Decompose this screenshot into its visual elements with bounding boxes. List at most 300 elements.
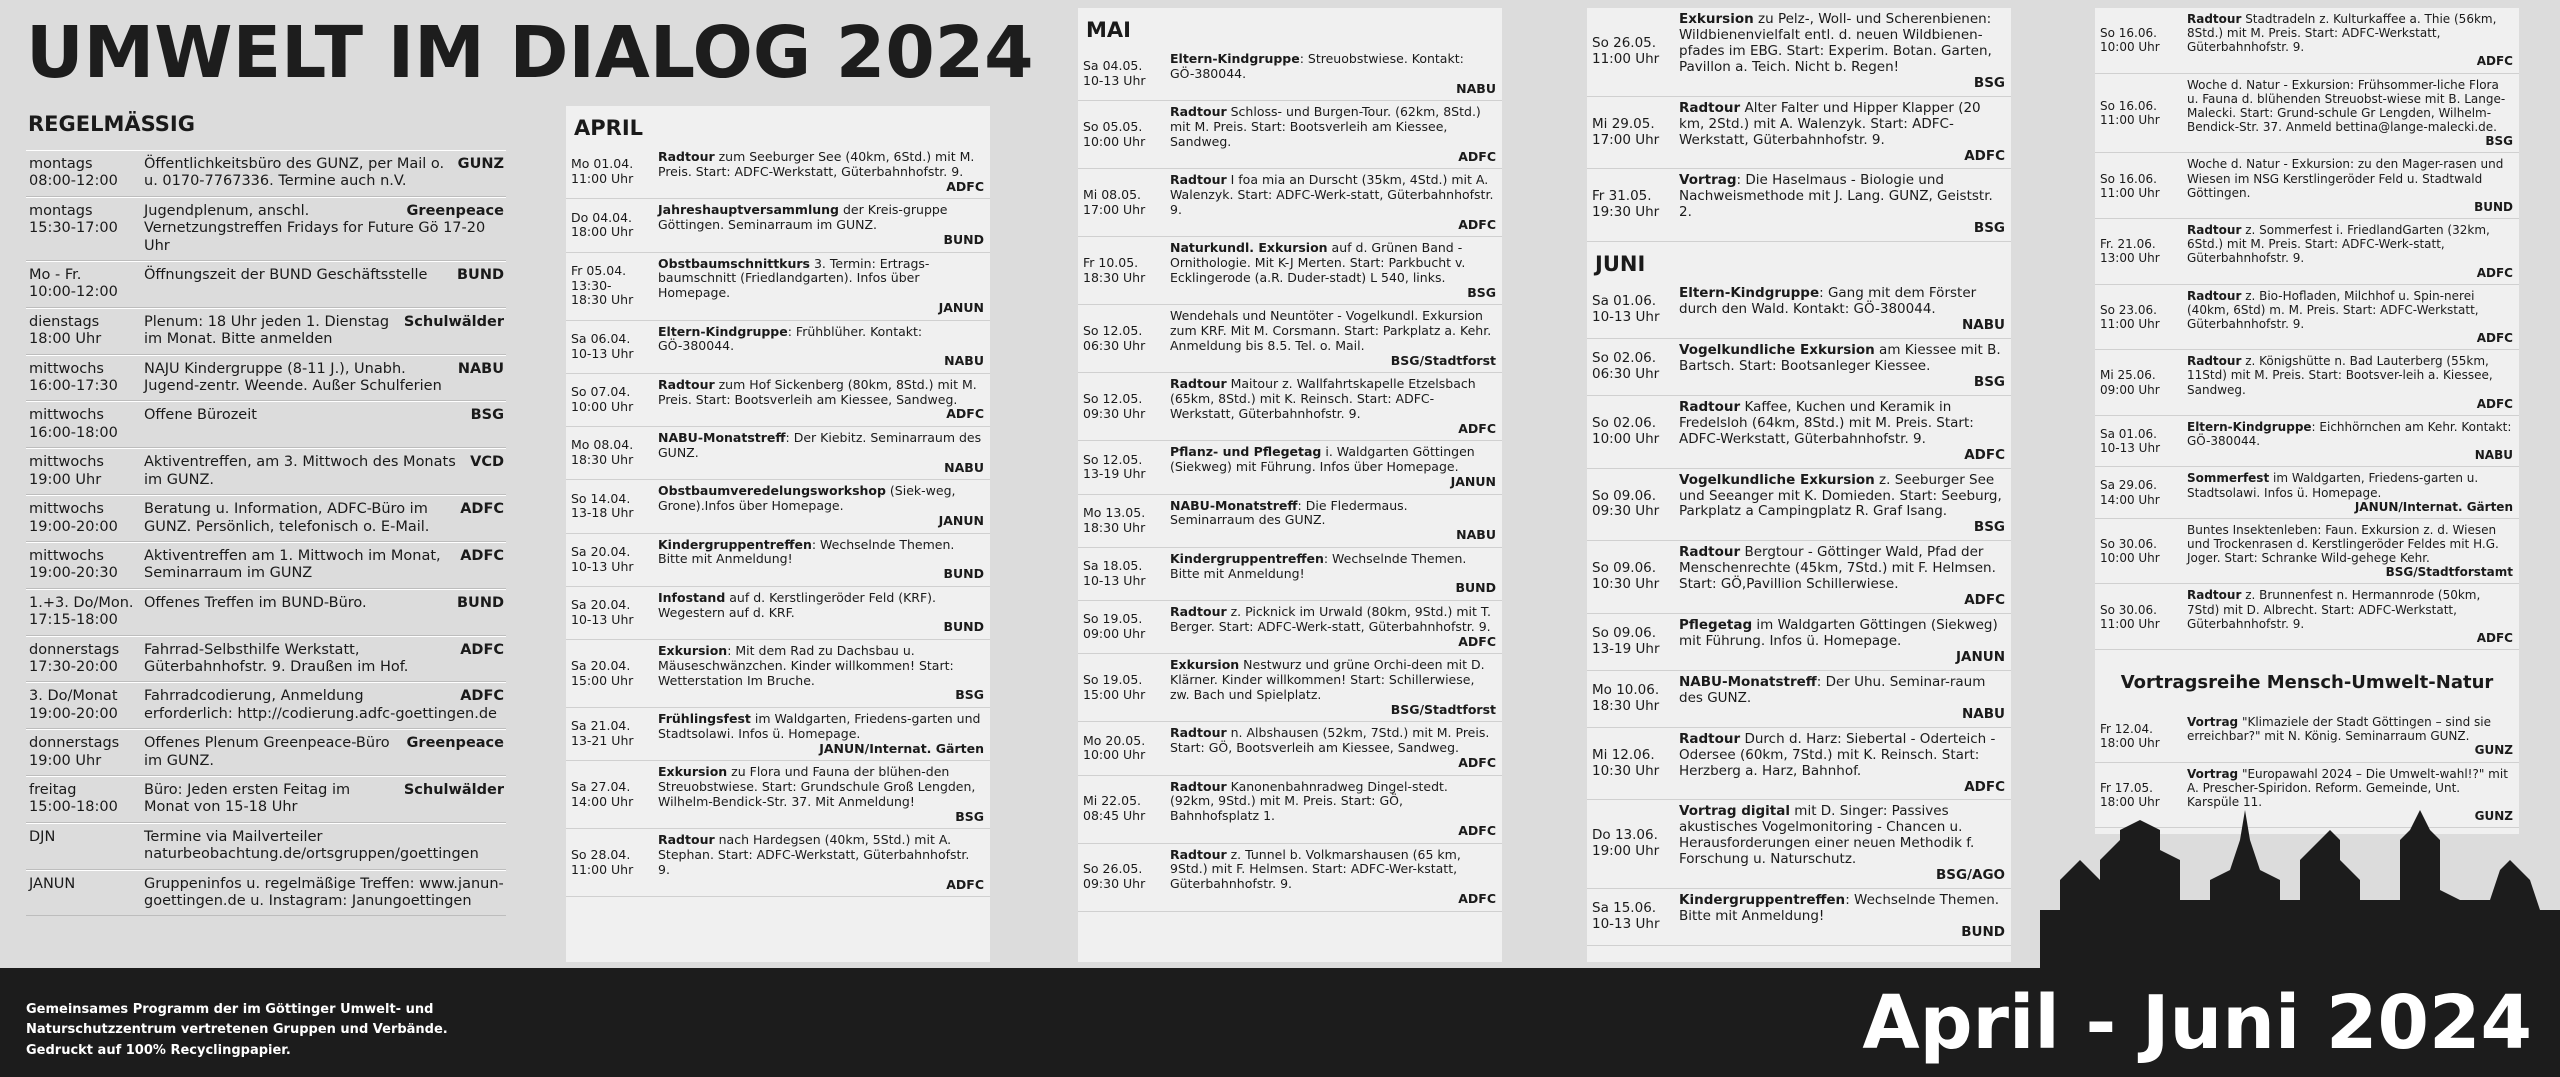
event-desc: : Die Fledermaus. Seminarraum des GUNZ. bbox=[1170, 497, 1408, 528]
event-text bbox=[1168, 237, 1502, 304]
event-desc: zu Flora und Fauna der blühen-den Streuobstwiese. Start: Grundschule Groß Lengden, Wilhelm-Bendick-Str. 37. Mit Anmeldung! bbox=[658, 764, 976, 809]
event-desc: der Kreis-gruppe Göttingen. Seminarraum im GUNZ. bbox=[658, 202, 948, 232]
event-text bbox=[2185, 350, 2519, 415]
event-desc: nach Hardegsen (40km, 5Std.) mit A. Stephan. Start: ADFC-Werkstatt, Güterbahnhofstr. 9. bbox=[658, 832, 970, 877]
regel-what bbox=[140, 777, 506, 823]
event-text bbox=[2185, 467, 2519, 517]
event-organizer: NABU bbox=[1456, 527, 1496, 542]
april-panel bbox=[566, 106, 990, 962]
event-row bbox=[1587, 8, 2011, 97]
event-text bbox=[1168, 441, 1502, 493]
event-desc: 3. Termin: Ertrags-baumschnitt (Friedlandgarten). Infos über Homepage. bbox=[658, 255, 930, 300]
event-date: So 12.05. 09:30 Uhr bbox=[1083, 391, 1146, 421]
regel-text: Aktiventreffen am 1. Mittwoch im Monat, Seminarraum im GUNZ bbox=[144, 547, 441, 582]
event-title: NABU-Monatstreff bbox=[658, 430, 786, 445]
event-text bbox=[656, 253, 990, 320]
event-date: Sa 20.04. 10-13 Uhr bbox=[571, 597, 634, 627]
juni-continued-events bbox=[2095, 8, 2519, 650]
event-organizer: BSG bbox=[1973, 519, 2005, 536]
event-text bbox=[2185, 74, 2519, 153]
event-title: Radtour bbox=[1679, 99, 1741, 116]
event-desc: z. Königshütte n. Bad Lauterberg (55km, 11Std) mit M. Preis. Start: Bootsver-leih a. Kiessee, Sandweg. bbox=[2187, 354, 2493, 397]
event-row bbox=[2095, 219, 2519, 285]
regel-when: dienstags 18:00 Uhr bbox=[29, 313, 102, 348]
event-date: So 02.06. 06:30 Uhr bbox=[1592, 349, 1660, 382]
event-text bbox=[656, 427, 990, 479]
event-date: Do 04.04. 18:00 Uhr bbox=[571, 209, 634, 240]
event-organizer: ADFC bbox=[1964, 147, 2005, 164]
event-desc: auf d. Grünen Band - Ornithologie. Mit K-J Merten. Start: Parkbucht v. Ecklingerode (a.R. Duder-stadt) L 540, links. bbox=[1170, 240, 1466, 285]
regel-text: Plenum: 18 Uhr jeden 1. Dienstag im Monat. Bitte anmelden bbox=[144, 313, 390, 348]
regel-what bbox=[140, 198, 506, 261]
event-desc: (Siek-weg, Grone).Infos über Homepage. bbox=[658, 483, 956, 513]
event-organizer: BSG bbox=[1973, 220, 2005, 237]
event-row bbox=[1078, 654, 1502, 722]
event-date: Fr 17.05. 18:00 Uhr bbox=[2100, 780, 2160, 809]
event-organizer: ADFC bbox=[2476, 331, 2513, 346]
regel-what bbox=[140, 730, 506, 776]
event-text bbox=[1677, 469, 2011, 541]
event-text bbox=[1168, 48, 1502, 100]
event-date: So 02.06. 10:00 Uhr bbox=[1592, 414, 1660, 447]
event-date: Sa 27.04. 14:00 Uhr bbox=[571, 779, 634, 809]
regel-tag: BSG bbox=[470, 407, 504, 424]
event-row bbox=[566, 146, 990, 199]
juni-heading: JUNI bbox=[1595, 252, 1646, 277]
regel-row bbox=[26, 823, 506, 870]
event-title: Vortrag bbox=[2187, 715, 2239, 730]
event-row bbox=[1587, 169, 2011, 242]
regel-what bbox=[140, 824, 506, 870]
event-row bbox=[1078, 373, 1502, 441]
regel-tag: VCD bbox=[470, 454, 504, 471]
event-text bbox=[1168, 101, 1502, 168]
event-text bbox=[1677, 541, 2011, 613]
event-date: So 09.06. 10:30 Uhr bbox=[1592, 560, 1660, 593]
vortragsreihe-heading: Vortragsreihe Mensch-Umwelt-Natur bbox=[2120, 672, 2494, 694]
event-desc: Maitour z. Wallfahrtskapelle Etzelsbach (65km, 8Std.) mit K. Reinsch. Start: ADFC-Werkstatt, Güterbahnhofstr. 9. bbox=[1170, 376, 1476, 421]
event-desc: z. Seeburger See und Seeanger mit K. Domieden. Start: Seeburg, Parkplatz a Campingplatz R. Graf Isang. bbox=[1679, 471, 2002, 520]
event-row bbox=[566, 321, 990, 374]
event-desc: i. Waldgarten Göttingen (Siekweg) mit Führung. Infos über Homepage. bbox=[1170, 444, 1475, 474]
regel-what bbox=[140, 262, 506, 308]
event-organizer: ADFC bbox=[2476, 630, 2513, 645]
event-desc: im Waldgarten, Friedens-garten u. Stadtsolawi. Infos ü. Homepage. bbox=[2187, 471, 2479, 500]
event-desc: Stadtradeln z. Kulturkaffee a. Thie (56km, 8Std.) mit M. Preis. Start: ADFC-Werkstatt, Güterbahnhofstr. 9. bbox=[2187, 12, 2497, 55]
event-organizer: BSG bbox=[1467, 284, 1496, 300]
regel-row bbox=[26, 308, 506, 355]
event-organizer: NABU bbox=[944, 353, 984, 368]
event-title: Radtour bbox=[2187, 12, 2242, 26]
event-title: Exkursion bbox=[658, 764, 728, 780]
regel-when: montags 15:30-17:00 bbox=[29, 202, 118, 237]
april-heading: APRIL bbox=[574, 116, 644, 140]
event-date: So 19.05. 09:00 Uhr bbox=[1083, 611, 1146, 642]
event-title: Radtour bbox=[1170, 725, 1227, 741]
event-title: Kindergruppentreffen bbox=[1679, 892, 1846, 909]
regel-what bbox=[140, 449, 506, 495]
regel-what bbox=[140, 496, 506, 542]
event-title: Vogelkundliche Exkursion bbox=[1679, 471, 1875, 488]
event-title: Radtour bbox=[1679, 398, 1741, 415]
event-row bbox=[1078, 101, 1502, 169]
regel-text: Offenes Treffen im BUND-Büro. bbox=[144, 594, 367, 611]
event-desc: z. Brunnenfest n. Hermannrode (50km, 7Std) mit D. Albrecht. Start: ADFC-Werkstatt, Güterbahnhofstr. 9. bbox=[2187, 588, 2481, 631]
event-text bbox=[656, 640, 990, 707]
event-text bbox=[656, 321, 990, 373]
page-title: UMWELT IM DIALOG 2024 bbox=[26, 11, 1034, 94]
footer bbox=[0, 968, 2560, 1077]
event-row bbox=[1078, 441, 1502, 494]
event-row bbox=[1078, 305, 1502, 373]
regel-what bbox=[140, 637, 506, 683]
event-date: Mi 25.06. 09:00 Uhr bbox=[2100, 368, 2160, 397]
event-title: Radtour bbox=[2187, 288, 2242, 303]
event-title: NABU-Monatstreff bbox=[1170, 497, 1298, 513]
event-text bbox=[1677, 728, 2011, 800]
event-date: So 14.04. 13-18 Uhr bbox=[571, 490, 634, 521]
event-text bbox=[656, 480, 990, 532]
event-date: Mi 12.06. 10:30 Uhr bbox=[1592, 746, 1660, 779]
event-desc: z. Picknick im Urwald (80km, 9Std.) mit T. Berger. Start: ADFC-Werk-statt, Güterbahnhofstr. 9. bbox=[1170, 604, 1491, 634]
event-title: Infostand bbox=[658, 589, 726, 605]
event-row bbox=[1078, 844, 1502, 912]
event-row bbox=[1078, 776, 1502, 844]
event-organizer: BSG bbox=[1973, 373, 2005, 390]
event-organizer: ADFC bbox=[946, 876, 984, 892]
event-text bbox=[1677, 8, 2011, 96]
event-date: So 09.06. 09:30 Uhr bbox=[1592, 487, 1660, 520]
regel-row bbox=[26, 355, 506, 402]
event-row bbox=[1587, 469, 2011, 542]
event-row bbox=[566, 829, 990, 897]
event-title: Vortrag digital bbox=[1679, 803, 1790, 820]
mai-juni-panel bbox=[1587, 8, 2011, 962]
event-text bbox=[2185, 584, 2519, 649]
event-desc: Woche d. Natur - Exkursion: Frühsommer-liche Flora u. Fauna d. blühenden Streuobst-wiese mit B. Lange-Malecki. Start: Grund-schule Gr Lengden, Wilhelm-Bendick-Str. 37. Anmeld bettina@lange-malecki.de. bbox=[2187, 77, 2506, 135]
regel-text: Fahrrad-Selbsthilfe Werkstatt, Güterbahnhofstr. 9. Draußen im Hof. bbox=[144, 641, 409, 675]
event-organizer: NABU bbox=[944, 459, 984, 475]
event-organizer: BUND bbox=[943, 619, 984, 635]
regel-what bbox=[140, 309, 506, 355]
event-text bbox=[1168, 776, 1502, 843]
regel-text: Beratung u. Information, ADFC-Büro im GUNZ. Persönlich, telefonisch o. E-Mail. bbox=[144, 501, 430, 535]
event-date: Mo 08.04. 18:30 Uhr bbox=[571, 437, 634, 468]
event-desc: Alter Falter und Hipper Klapper (20 km, 2Std.) mit A. Walenzyk. Start: ADFC-Werkstatt, Güterbahnhofstr. 9. bbox=[1679, 99, 1981, 148]
event-row bbox=[2095, 285, 2519, 351]
event-date: So 26.05. 11:00 Uhr bbox=[1592, 34, 1660, 67]
event-text bbox=[656, 534, 990, 586]
event-organizer: ADFC bbox=[1458, 822, 1496, 838]
event-text bbox=[656, 587, 990, 639]
regel-row bbox=[26, 448, 506, 495]
event-title: Eltern-Kindgruppe bbox=[1170, 51, 1300, 66]
event-date: So 26.05. 09:30 Uhr bbox=[1083, 861, 1146, 891]
regel-row bbox=[26, 150, 506, 197]
mai-events bbox=[1078, 48, 1502, 912]
event-organizer: NABU bbox=[1456, 80, 1496, 96]
event-title: Radtour bbox=[658, 149, 715, 164]
event-desc: : Eichhörnchen am Kehr. Kontakt: GÖ-380044. bbox=[2187, 419, 2512, 449]
regel-row bbox=[26, 636, 506, 683]
event-organizer: JANUN bbox=[938, 299, 984, 315]
event-organizer: GUNZ bbox=[2474, 743, 2513, 758]
event-title: Obstbaumschnittkurs bbox=[658, 255, 810, 271]
event-date: So 30.06. 10:00 Uhr bbox=[2100, 537, 2160, 566]
event-organizer: ADFC bbox=[2476, 396, 2513, 411]
regel-text: Gruppeninfos u. regelmäßige Treffen: www.janun-goettingen.de u. Instagram: Janungoettingen bbox=[144, 875, 504, 909]
regel-text: Öffnungszeit der BUND Geschäftsstelle bbox=[144, 267, 428, 284]
event-organizer: JANUN bbox=[938, 512, 984, 528]
event-row bbox=[2095, 467, 2519, 518]
regel-when: mittwochs 16:00-18:00 bbox=[29, 407, 118, 441]
event-desc: "Klimaziele der Stadt Göttingen – sind sie erreichbar?" mit N. König. Seminarraum GUNZ. bbox=[2187, 715, 2491, 744]
event-row bbox=[1587, 97, 2011, 170]
event-date: Mi 29.05. 17:00 Uhr bbox=[1592, 115, 1660, 148]
event-organizer: ADFC bbox=[1964, 778, 2005, 795]
juni-events bbox=[1587, 282, 2011, 946]
event-organizer: ADFC bbox=[1964, 446, 2005, 463]
event-text bbox=[2185, 711, 2519, 761]
event-row bbox=[2095, 416, 2519, 467]
regel-tag: Greenpeace bbox=[406, 202, 504, 219]
event-organizer: ADFC bbox=[1458, 890, 1496, 906]
event-row bbox=[566, 587, 990, 640]
event-text bbox=[1168, 844, 1502, 911]
regel-when: freitag 15:00-18:00 bbox=[29, 781, 118, 816]
event-organizer: JANUN bbox=[1450, 473, 1496, 489]
regel-what bbox=[140, 356, 506, 402]
regel-text: Offenes Plenum Greenpeace-Büro im GUNZ. bbox=[144, 735, 390, 769]
event-text bbox=[1677, 339, 2011, 395]
event-organizer: BUND bbox=[943, 231, 984, 247]
event-text bbox=[656, 374, 990, 426]
regel-what bbox=[140, 402, 506, 448]
event-row bbox=[2095, 153, 2519, 219]
event-title: Radtour bbox=[1679, 544, 1741, 561]
event-organizer: BSG/Stadtforst bbox=[1390, 701, 1496, 717]
regel-row bbox=[26, 261, 506, 308]
event-title: Eltern-Kindgruppe bbox=[658, 323, 788, 339]
event-title: Radtour bbox=[2187, 588, 2242, 603]
event-text bbox=[1677, 169, 2011, 241]
event-row bbox=[1587, 800, 2011, 889]
event-organizer: ADFC bbox=[1458, 148, 1496, 164]
event-date: Mo 13.05. 18:30 Uhr bbox=[1083, 504, 1146, 535]
event-desc: : Streuobstwiese. Kontakt: GÖ-380044. bbox=[1170, 51, 1464, 81]
event-desc: Woche d. Natur - Exkursion: zu den Mager-rasen und Wiesen im NSG Kerstlingeröder Feld u. Stadtwald Göttingen. bbox=[2187, 157, 2504, 200]
event-desc: : Der Uhu. Seminar-raum des GUNZ. bbox=[1679, 673, 1986, 706]
event-text bbox=[656, 708, 990, 760]
event-organizer: BUND bbox=[943, 566, 984, 581]
regel-row bbox=[26, 870, 506, 917]
event-desc: im Waldgarten Göttingen (Siekweg) mit Führung. Infos ü. Homepage. bbox=[1679, 617, 1998, 649]
event-date: Fr 12.04. 18:00 Uhr bbox=[2100, 722, 2160, 751]
event-row bbox=[1078, 237, 1502, 305]
event-title: Radtour bbox=[658, 376, 715, 392]
regel-text: Jugendplenum, anschl. Vernetzungstreffen Fridays for Future Gö 17-20 Uhr bbox=[144, 202, 486, 254]
event-date: Mi 08.05. 17:00 Uhr bbox=[1083, 187, 1146, 217]
mai-panel bbox=[1078, 8, 1502, 962]
event-text bbox=[656, 761, 990, 828]
event-date: Sa 20.04. 10-13 Uhr bbox=[571, 543, 634, 574]
event-text bbox=[2185, 285, 2519, 350]
event-title: Exkursion bbox=[1679, 11, 1754, 27]
event-title: Vortrag bbox=[1679, 172, 1737, 189]
event-organizer: BSG/AGO bbox=[1935, 867, 2005, 884]
event-row bbox=[2095, 8, 2519, 74]
event-desc: Buntes Insektenleben: Faun. Exkursion z. d. Wiesen und Trockenrasen d. Kerstlingeröder Feldes mit H.G. Joger. Start: Schranke Wild-gehege Kehr. bbox=[2187, 522, 2499, 566]
event-organizer: BSG bbox=[1973, 74, 2005, 91]
event-organizer: ADFC bbox=[2476, 265, 2513, 280]
footer-recycling-text: Gedruckt auf 100% Recyclingpapier. bbox=[26, 1043, 291, 1058]
event-row bbox=[1587, 889, 2011, 946]
event-text bbox=[1677, 396, 2011, 468]
event-text bbox=[1677, 614, 2011, 670]
event-title: Radtour bbox=[1170, 172, 1227, 188]
regel-what bbox=[140, 871, 506, 917]
event-text bbox=[1168, 654, 1502, 721]
event-date: Fr 05.04. 13:30- 18:30 Uhr bbox=[571, 262, 634, 308]
event-date: Sa 06.04. 10-13 Uhr bbox=[571, 330, 634, 361]
mai-heading: MAI bbox=[1086, 18, 1131, 42]
event-row bbox=[1078, 169, 1502, 237]
event-date: Sa 21.04. 13-21 Uhr bbox=[571, 718, 634, 749]
event-desc: z. Bio-Hofladen, Milchhof u. Spin-nerei (40km, 6Std) m. M. Preis. Start: ADFC-Werkstatt, Güterbahnhofstr. 9. bbox=[2187, 288, 2479, 331]
event-desc: Nestwurz und grüne Orchi-deen mit D. Klärner. Kinder willkommen! Start: Schillerwiese, zw. Bach und Spielplatz. bbox=[1170, 657, 1485, 702]
event-title: Naturkundl. Exkursion bbox=[1170, 240, 1328, 256]
regel-text: Termine via Mailverteiler naturbeobachtung.de/ortsgruppen/goettingen bbox=[144, 828, 479, 863]
event-title: Kindergruppentreffen bbox=[658, 536, 812, 552]
event-organizer: ADFC bbox=[1458, 216, 1496, 232]
regel-what bbox=[140, 151, 506, 197]
event-desc: Durch d. Harz: Siebertal - Oderteich - Odersee (60km, 7Std.) mit K. Reinsch. Start: Herzberg a. Harz, Bahnhof. bbox=[1679, 730, 1996, 779]
event-organizer: GUNZ bbox=[2474, 809, 2513, 824]
event-desc: am Kiessee mit B. Bartsch. Start: Bootsanleger Kiessee. bbox=[1679, 342, 2001, 374]
footer-period: April - Juni 2024 bbox=[1862, 980, 2532, 1066]
regel-when: donnerstags 17:30-20:00 bbox=[29, 641, 120, 675]
event-row bbox=[1587, 614, 2011, 671]
event-title: Eltern-Kindgruppe bbox=[1679, 285, 1820, 302]
regelmaessig-table bbox=[26, 150, 506, 916]
event-desc: : Der Kiebitz. Seminarraum des GUNZ. bbox=[658, 430, 982, 460]
event-row bbox=[566, 761, 990, 829]
event-row bbox=[2095, 74, 2519, 154]
event-desc: mit D. Singer: Passives akustisches Vogelmonitoring - Chancen u. Herausforderungen einer neuen Methodik f. Forschung u. Naturschutz. bbox=[1679, 803, 1975, 868]
event-desc: im Waldgarten, Friedens-garten und Stadtsolawi. Infos ü. Homepage. bbox=[658, 711, 981, 741]
event-date: Sa 20.04. 15:00 Uhr bbox=[571, 657, 634, 688]
event-text bbox=[1677, 889, 2011, 945]
regel-what bbox=[140, 543, 506, 589]
event-date: Sa 18.05. 10-13 Uhr bbox=[1083, 558, 1146, 588]
event-row bbox=[566, 534, 990, 587]
event-organizer: ADFC bbox=[1458, 754, 1496, 770]
event-desc: Kanonenbahnradweg Dingel-stedt. (92km, 9Std.) mit M. Preis. Start: GÖ, Bahnhofsplatz 1. bbox=[1170, 778, 1448, 823]
event-organizer: JANUN bbox=[1955, 648, 2005, 665]
event-text bbox=[1677, 97, 2011, 169]
event-row bbox=[1078, 548, 1502, 601]
event-date: So 09.06. 13-19 Uhr bbox=[1592, 625, 1660, 657]
regel-when: mittwochs 16:00-17:30 bbox=[29, 360, 118, 395]
regel-row bbox=[26, 495, 506, 542]
event-date: Mi 22.05. 08:45 Uhr bbox=[1083, 793, 1146, 823]
event-text bbox=[2185, 519, 2519, 584]
event-text bbox=[1168, 601, 1502, 653]
event-date: So 07.04. 10:00 Uhr bbox=[571, 384, 634, 414]
regel-row bbox=[26, 401, 506, 448]
event-row bbox=[2095, 519, 2519, 585]
event-desc: Wendehals und Neuntöter - Vogelkundl. Exkursion zum KRF. Mit M. Corsmann. Start: Parkplatz a. Kehr. Anmeldung bis 8.5. Tel. o. Mail. bbox=[1170, 308, 1492, 353]
regel-row bbox=[26, 542, 506, 589]
juni-continued-panel bbox=[2095, 8, 2519, 834]
april-events bbox=[566, 146, 990, 897]
regel-tag: Schulwälder bbox=[403, 313, 504, 330]
event-organizer: JANUN/Internat. Gärten bbox=[2354, 499, 2513, 514]
event-title: Radtour bbox=[2187, 354, 2242, 369]
regel-tag: Greenpeace bbox=[406, 735, 504, 752]
event-row bbox=[566, 480, 990, 533]
event-title: Eltern-Kindgruppe bbox=[2187, 419, 2312, 434]
regel-tag: BUND bbox=[457, 594, 504, 611]
event-text bbox=[1168, 305, 1502, 372]
event-row bbox=[566, 427, 990, 480]
footer-publisher-text: Gemeinsames Programm der im Göttinger Umwelt- und Naturschutzzentrum vertretenen Gruppen und Verbände. bbox=[26, 1002, 448, 1037]
event-row bbox=[1587, 671, 2011, 728]
event-title: NABU-Monatstreff bbox=[1679, 673, 1817, 690]
event-title: Kindergruppentreffen bbox=[1170, 550, 1324, 566]
event-row bbox=[566, 708, 990, 761]
event-date: So 23.06. 11:00 Uhr bbox=[2100, 302, 2160, 331]
event-date: Sa 04.05. 10-13 Uhr bbox=[1083, 58, 1146, 89]
event-row bbox=[1078, 48, 1502, 101]
event-organizer: BSG bbox=[955, 808, 984, 824]
event-row bbox=[566, 199, 990, 252]
event-title: Radtour bbox=[1170, 376, 1227, 392]
event-desc: zu Pelz-, Woll- und Scherenbienen: Wildbienenvielfalt entl. d. neuen Wildbienen-pfades im EBG. Start: Experim. Botan. Garten, Pavillon a. Teich. Nicht b. Regen! bbox=[1679, 11, 1992, 75]
event-desc: : Frühblüher. Kontakt: GÖ-380044. bbox=[658, 323, 923, 354]
event-desc: Kaffee, Kuchen und Keramik in Fredelsloh (64km, 8Std.) mit M. Preis. Start: ADFC-Werkstatt, Güterbahnhofstr. 9. bbox=[1679, 398, 1974, 447]
event-desc: "Europawahl 2024 – Die Umwelt-wahl!?" mit A. Prescher-Spiridon. Reform. Gemeinde, Unt. Karspüle 11. bbox=[2187, 766, 2508, 809]
event-title: Pflegetag bbox=[1679, 617, 1753, 634]
event-desc: : Die Haselmaus - Biologie und Nachweismethode mit J. Lang. GUNZ, Geiststr. 2. bbox=[1679, 172, 1993, 221]
event-organizer: BUND bbox=[2474, 199, 2513, 214]
event-date: Do 13.06. 19:00 Uhr bbox=[1592, 827, 1660, 860]
city-skyline-illustration bbox=[2040, 800, 2560, 970]
event-row bbox=[1078, 495, 1502, 548]
event-date: So 30.06. 11:00 Uhr bbox=[2100, 602, 2160, 631]
event-organizer: BSG/Stadtforstamt bbox=[2385, 565, 2513, 580]
event-text bbox=[1168, 495, 1502, 547]
event-date: Mo 01.04. 11:00 Uhr bbox=[571, 156, 634, 187]
event-date: Sa 15.06. 10-13 Uhr bbox=[1592, 900, 1660, 933]
regel-when: montags 08:00-12:00 bbox=[29, 156, 118, 190]
event-date: So 16.06. 11:00 Uhr bbox=[2100, 171, 2160, 200]
event-organizer: BUND bbox=[1455, 580, 1496, 596]
event-text bbox=[2185, 153, 2519, 218]
regel-what bbox=[140, 683, 506, 729]
regel-when: mittwochs 19:00-20:30 bbox=[29, 547, 118, 582]
event-desc: z. Tunnel b. Volkmarshausen (65 km, 9Std.) mit F. Helmsen. Start: ADFC-Wer-kstatt, Güterbahnhofstr. 9. bbox=[1170, 846, 1461, 891]
event-title: Jahreshauptversammlung bbox=[658, 202, 839, 218]
regel-tag: Schulwälder bbox=[403, 781, 504, 798]
event-title: Radtour bbox=[2187, 223, 2242, 238]
regel-tag: ADFC bbox=[460, 547, 504, 564]
event-organizer: ADFC bbox=[946, 178, 984, 194]
event-organizer: ADFC bbox=[2476, 54, 2513, 69]
regel-tag: NABU bbox=[457, 360, 504, 377]
event-title: Radtour bbox=[1170, 846, 1227, 862]
event-date: So 12.05. 06:30 Uhr bbox=[1083, 323, 1146, 353]
